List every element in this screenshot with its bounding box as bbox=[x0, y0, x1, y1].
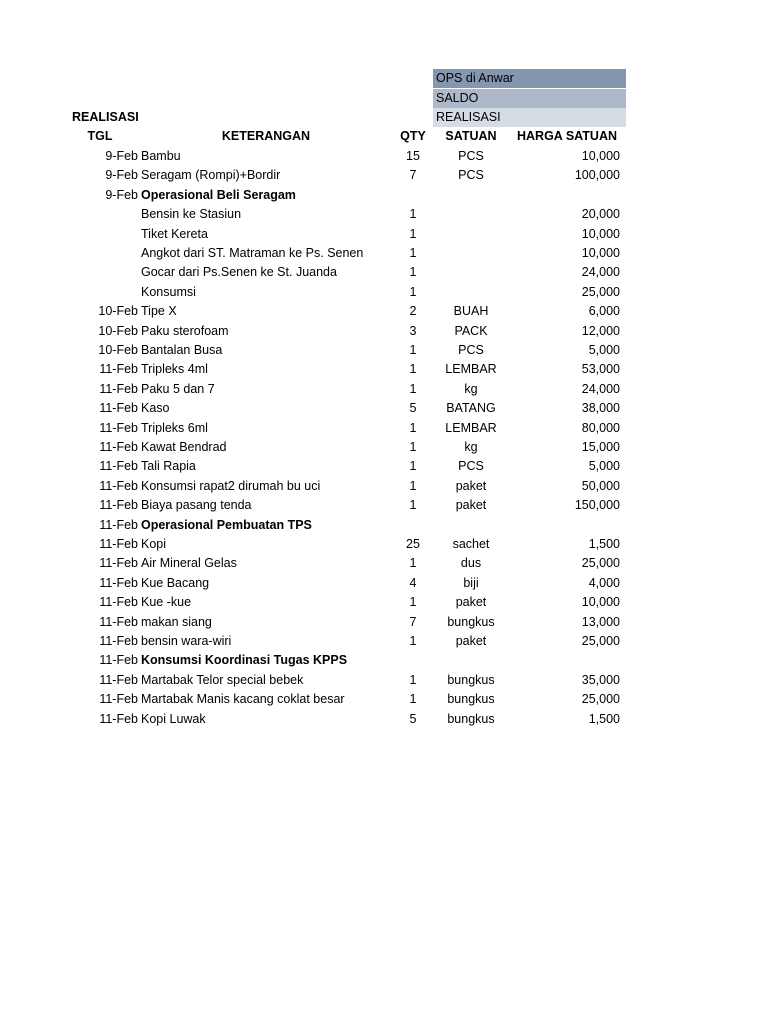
row-date: 11-Feb bbox=[99, 575, 138, 590]
row-qty: 5 bbox=[409, 711, 417, 726]
row-date: 11-Feb bbox=[99, 692, 138, 707]
row-qty: 1 bbox=[409, 207, 417, 222]
row-unit: PCS bbox=[458, 149, 484, 163]
row-qty: 1 bbox=[409, 556, 417, 571]
row-qty: 1 bbox=[409, 343, 417, 357]
table-row bbox=[0, 244, 768, 263]
row-qty: 1 bbox=[409, 265, 417, 280]
row-unit-price: 10,000 bbox=[581, 246, 620, 260]
row-unit-price: 53,000 bbox=[581, 362, 620, 377]
row-unit-price: 5,000 bbox=[588, 459, 620, 474]
table-row bbox=[0, 574, 768, 593]
row-description: Tiket Kereta bbox=[141, 226, 208, 241]
row-description: Air Mineral Gelas bbox=[141, 556, 237, 571]
table-row bbox=[0, 554, 768, 573]
row-description: Seragam (Rompi)+Bordir bbox=[141, 168, 281, 183]
row-date: 11-Feb bbox=[99, 362, 138, 377]
row-date: 11-Feb bbox=[99, 517, 138, 532]
row-unit-price: 25,000 bbox=[581, 284, 620, 299]
table-row bbox=[0, 438, 768, 457]
row-qty: 1 bbox=[409, 692, 417, 707]
table-row bbox=[0, 651, 768, 670]
header-tgl: TGL bbox=[87, 129, 113, 143]
table-row bbox=[0, 283, 768, 302]
row-date: 11-Feb bbox=[99, 711, 138, 726]
table-row bbox=[0, 496, 768, 515]
table-row bbox=[0, 186, 768, 205]
table-row bbox=[0, 322, 768, 341]
row-qty: 1 bbox=[409, 459, 417, 474]
row-unit: dus bbox=[460, 556, 482, 571]
row-qty: 7 bbox=[409, 614, 417, 629]
row-description: Bambu bbox=[141, 149, 181, 163]
row-unit: PCS bbox=[458, 459, 484, 474]
row-qty: 1 bbox=[409, 634, 417, 648]
row-date: 11-Feb bbox=[99, 478, 138, 493]
table-header bbox=[0, 127, 768, 146]
table-row bbox=[0, 710, 768, 729]
row-description: Konsumsi Koordinasi Tugas KPPS bbox=[141, 653, 348, 668]
row-qty: 1 bbox=[409, 381, 417, 396]
row-unit-price: 1,500 bbox=[588, 537, 620, 551]
table-row bbox=[0, 360, 768, 379]
row-qty: 3 bbox=[409, 323, 417, 338]
legend-saldo: SALDO bbox=[433, 89, 626, 108]
row-unit-price: 13,000 bbox=[581, 614, 620, 629]
row-qty: 1 bbox=[409, 595, 417, 610]
row-unit-price: 50,000 bbox=[581, 478, 620, 493]
header-qty: QTY bbox=[400, 129, 426, 143]
row-unit: LEMBAR bbox=[445, 362, 497, 377]
row-unit-price: 25,000 bbox=[581, 692, 620, 707]
row-unit-price: 10,000 bbox=[581, 595, 620, 610]
row-unit: PCS bbox=[458, 168, 484, 183]
row-qty: 1 bbox=[409, 226, 417, 241]
row-qty: 4 bbox=[409, 575, 417, 590]
table-row bbox=[0, 613, 768, 632]
row-description: Operasional Beli Seragam bbox=[141, 187, 296, 202]
table-row bbox=[0, 341, 768, 360]
row-unit-price: 25,000 bbox=[581, 556, 620, 571]
row-date: 11-Feb bbox=[99, 595, 138, 610]
row-description: Bantalan Busa bbox=[141, 343, 223, 357]
row-description: Konsumsi bbox=[141, 284, 196, 299]
row-unit: BATANG bbox=[446, 401, 496, 416]
row-date: 11-Feb bbox=[99, 498, 138, 513]
table-row bbox=[0, 205, 768, 224]
row-unit: bungkus bbox=[447, 711, 495, 726]
table-row bbox=[0, 166, 768, 185]
table-row bbox=[0, 457, 768, 476]
row-description: Tali Rapia bbox=[141, 459, 196, 474]
row-unit: PCS bbox=[458, 343, 484, 357]
row-qty: 7 bbox=[409, 168, 417, 183]
row-description: Biaya pasang tenda bbox=[141, 498, 252, 513]
row-description: Kawat Bendrad bbox=[141, 440, 227, 454]
row-date: 11-Feb bbox=[99, 381, 138, 396]
table-row bbox=[0, 147, 768, 166]
row-date: 9-Feb bbox=[105, 168, 138, 183]
row-qty: 1 bbox=[409, 246, 417, 260]
row-date: 11-Feb bbox=[99, 459, 138, 474]
table-row bbox=[0, 477, 768, 496]
row-description: makan siang bbox=[141, 614, 212, 629]
row-description: Martabak Manis kacang coklat besar bbox=[141, 692, 345, 707]
row-qty: 1 bbox=[409, 440, 417, 454]
row-description: Bensin ke Stasiun bbox=[141, 207, 242, 222]
row-unit-price: 10,000 bbox=[581, 226, 620, 241]
row-description: Paku sterofoam bbox=[141, 323, 229, 338]
row-unit-price: 4,000 bbox=[588, 575, 620, 590]
row-unit-price: 10,000 bbox=[581, 149, 620, 163]
row-date: 9-Feb bbox=[105, 149, 138, 163]
row-unit: bungkus bbox=[447, 692, 495, 707]
row-description: bensin wara-wiri bbox=[141, 634, 232, 648]
row-qty: 2 bbox=[409, 304, 417, 319]
row-description: Kopi Luwak bbox=[141, 711, 206, 726]
table-row bbox=[0, 419, 768, 438]
row-date: 11-Feb bbox=[99, 556, 138, 571]
row-description: Kopi bbox=[141, 537, 167, 551]
row-unit: LEMBAR bbox=[445, 420, 497, 435]
row-unit-price: 25,000 bbox=[581, 634, 620, 648]
row-qty: 1 bbox=[409, 284, 417, 299]
row-date: 11-Feb bbox=[99, 634, 138, 648]
table-row bbox=[0, 516, 768, 535]
row-unit: bungkus bbox=[447, 614, 495, 629]
row-unit-price: 38,000 bbox=[581, 401, 620, 416]
table-row bbox=[0, 225, 768, 244]
row-unit-price: 6,000 bbox=[588, 304, 620, 319]
table-row bbox=[0, 632, 768, 651]
row-unit: kg bbox=[464, 440, 478, 454]
table-row bbox=[0, 263, 768, 282]
row-description: Angkot dari ST. Matraman ke Ps. Senen bbox=[141, 246, 364, 260]
row-unit-price: 12,000 bbox=[581, 323, 620, 338]
row-unit-price: 20,000 bbox=[581, 207, 620, 222]
row-unit-price: 24,000 bbox=[581, 381, 620, 396]
row-description: Tripleks 6ml bbox=[141, 420, 208, 435]
row-unit: sachet bbox=[452, 537, 490, 551]
row-unit: paket bbox=[455, 478, 487, 493]
table-row bbox=[0, 593, 768, 612]
row-unit-price: 24,000 bbox=[581, 265, 620, 280]
row-date: 11-Feb bbox=[99, 537, 138, 551]
row-unit-price: 100,000 bbox=[574, 168, 620, 183]
row-unit-price: 150,000 bbox=[574, 498, 620, 513]
row-date: 11-Feb bbox=[99, 420, 138, 435]
row-description: Paku 5 dan 7 bbox=[141, 381, 215, 396]
row-date: 11-Feb bbox=[99, 653, 138, 668]
row-date: 9-Feb bbox=[105, 187, 138, 202]
row-unit: paket bbox=[455, 595, 487, 610]
row-qty: 25 bbox=[406, 537, 420, 551]
row-date: 11-Feb bbox=[99, 614, 138, 629]
row-unit: kg bbox=[464, 381, 478, 396]
row-unit: biji bbox=[463, 575, 479, 590]
row-description: Kaso bbox=[141, 401, 170, 416]
row-unit-price: 80,000 bbox=[581, 420, 620, 435]
row-date: 11-Feb bbox=[99, 401, 138, 416]
row-description: Tripleks 4ml bbox=[141, 362, 208, 377]
row-unit-price: 35,000 bbox=[581, 672, 620, 687]
row-qty: 1 bbox=[409, 362, 417, 377]
row-qty: 1 bbox=[409, 478, 417, 493]
legend-realisasi: REALISASI bbox=[433, 108, 626, 127]
row-description: Konsumsi rapat2 dirumah bu uci bbox=[141, 478, 321, 493]
table-row bbox=[0, 399, 768, 418]
row-unit-price: 5,000 bbox=[588, 343, 620, 357]
row-description: Martabak Telor special bebek bbox=[141, 672, 304, 687]
table-row bbox=[0, 690, 768, 709]
row-description: Operasional Pembuatan TPS bbox=[141, 517, 312, 532]
table-row bbox=[0, 535, 768, 554]
header-harga-satuan: HARGA SATUAN bbox=[517, 129, 617, 143]
section-title: REALISASI bbox=[72, 110, 139, 124]
row-unit-price: 1,500 bbox=[588, 711, 620, 726]
table-row bbox=[0, 380, 768, 399]
row-date: 10-Feb bbox=[98, 323, 138, 338]
row-description: Kue Bacang bbox=[141, 575, 210, 590]
row-qty: 1 bbox=[409, 498, 417, 513]
table-row bbox=[0, 302, 768, 321]
row-unit: paket bbox=[455, 634, 487, 648]
row-qty: 15 bbox=[406, 149, 420, 163]
row-description: Tipe X bbox=[141, 304, 177, 319]
header-keterangan: KETERANGAN bbox=[221, 129, 311, 143]
row-date: 10-Feb bbox=[98, 343, 138, 357]
row-unit: paket bbox=[455, 498, 487, 513]
legend-ops-di-anwar: OPS di Anwar bbox=[433, 69, 626, 88]
row-qty: 1 bbox=[409, 672, 417, 687]
row-description: Gocar dari Ps.Senen ke St. Juanda bbox=[141, 265, 337, 280]
row-qty: 1 bbox=[409, 420, 417, 435]
row-date: 11-Feb bbox=[99, 440, 138, 454]
row-unit: PACK bbox=[454, 323, 488, 338]
row-unit: bungkus bbox=[447, 672, 495, 687]
row-date: 11-Feb bbox=[99, 672, 138, 687]
row-date: 10-Feb bbox=[98, 304, 138, 319]
row-unit: BUAH bbox=[453, 304, 489, 319]
row-description: Kue -kue bbox=[141, 595, 192, 610]
header-satuan: SATUAN bbox=[445, 129, 497, 143]
row-unit-price: 15,000 bbox=[581, 440, 620, 454]
table-row bbox=[0, 671, 768, 690]
row-qty: 5 bbox=[409, 401, 417, 416]
